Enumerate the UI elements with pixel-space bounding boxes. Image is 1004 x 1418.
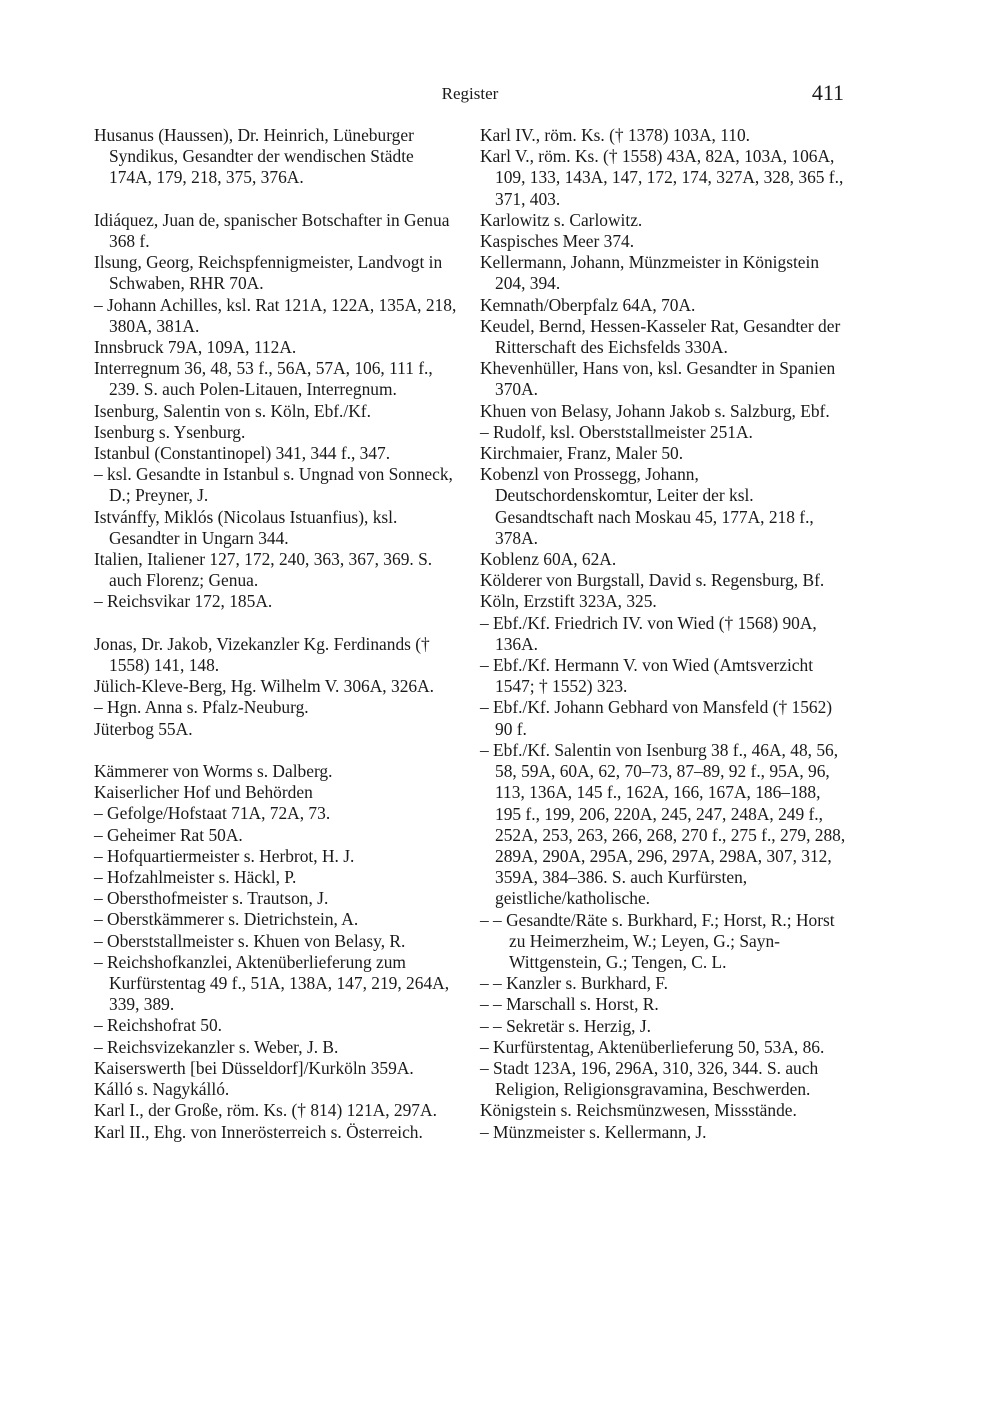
index-subentry: – Stadt 123A, 196, 296A, 310, 326, 344. S. auch Religion, Religionsgravamina, Beschwerden. <box>480 1057 819 1100</box>
index-subentry: – Oberststallmeister s. Khuen von Belasy, R. <box>94 930 406 951</box>
index-subentry: – Ebf./Kf. Johann Gebhard von Mansfeld († 1562) 90 f. <box>480 697 833 739</box>
index-entry: Istanbul (Constantinopel) 341, 344 f., 347. <box>94 443 391 464</box>
index-entry: Kölderer von Burgstall, David s. Regensburg, Bf. <box>480 570 825 591</box>
index-subentry: – Reichsvikar 172, 185A. <box>94 591 273 612</box>
entry-gap <box>94 613 458 634</box>
entry-gap <box>94 740 458 761</box>
index-entry: Ilsung, Georg, Reichspfennigmeister, Landvogt in Schwaben, RHR 70A. <box>94 252 443 294</box>
index-subentry: – – Kanzler s. Burkhard, F. <box>480 973 668 994</box>
index-entry: Kirchmaier, Franz, Maler 50. <box>480 443 684 464</box>
index-entry: Isenburg s. Ysenburg. <box>94 421 246 442</box>
index-entry: Kálló s. Nagykálló. <box>94 1079 230 1100</box>
index-subentry: – Ebf./Kf. Salentin von Isenburg 38 f., 46A, 48, 56, 58, 59A, 60A, 62, 70–73, 87–89, 92 f., 95A, 96, 113, 136A, 145 f., 162A, 166, 167A, 186–188, 195 f., 199, 206, 220A, 245, 247, 248A, 249 f., 252A, 253, 263, 266, 268, 270 f., 275 f., 279, 288, 289A, 290A, 295A, 296, 297A, 298A, 307, 312, 359A, 384–386. S. auch Kurfürsten, geistliche/katholische. <box>480 739 846 909</box>
index-entry: Keudel, Bernd, Hessen-Kasseler Rat, Gesandter der Ritterschaft des Eichsfelds 330A. <box>480 315 841 358</box>
index-subentry: – – Sekretär s. Herzig, J. <box>480 1015 651 1036</box>
index-subentry: – Rudolf, ksl. Oberststallmeister 251A. <box>480 421 753 442</box>
index-entry: Kellermann, Johann, Münzmeister in Königstein 204, 394. <box>480 252 820 294</box>
running-title: Register <box>441 84 499 103</box>
index-subentry: – Hofquartiermeister s. Herbrot, H. J. <box>94 845 355 866</box>
index-entry: Köln, Erzstift 323A, 325. <box>480 591 657 612</box>
index-entry: Karl V., röm. Ks. († 1558) 43A, 82A, 103A, 106A, 109, 133, 143A, 147, 172, 174, 327A, 328, 365 f., 371, 403. <box>480 146 844 209</box>
index-subentry: – Hgn. Anna s. Pfalz-Neuburg. <box>94 697 309 718</box>
index-subentry: – Reichshofkanzlei, Aktenüberlieferung zum Kurfürstentag 49 f., 51A, 138A, 147, 219, 264A, 339, 389. <box>94 951 450 1015</box>
index-entry: Istvánffy, Miklós (Nicolaus Istuanfius), ksl. Gesandter in Ungarn 344. <box>94 506 398 548</box>
page-number: 411 <box>811 80 844 105</box>
index-subentry: – Ebf./Kf. Friedrich IV. von Wied († 1568) 90A, 136A. <box>480 612 817 654</box>
index-entry: Kaiserlicher Hof und Behörden <box>94 782 313 803</box>
index-entry: Kaiserswerth [bei Düsseldorf]/Kurköln 359A. <box>94 1057 414 1078</box>
index-subentry: – Reichsvizekanzler s. Weber, J. B. <box>94 1036 339 1057</box>
index-entry: Kemnath/Oberpfalz 64A, 70A. <box>480 294 696 315</box>
index-subentry: – Geheimer Rat 50A. <box>94 824 243 845</box>
index-entry: Khevenhüller, Hans von, ksl. Gesandter in Spanien 370A. <box>480 358 836 400</box>
index-entry: Innsbruck 79A, 109A, 112A. <box>94 337 297 358</box>
index-entry: Idiáquez, Juan de, spanischer Botschafter in Genua 368 f. <box>94 209 450 251</box>
index-entry: Karl II., Ehg. von Innerösterreich s. Österreich. <box>94 1121 423 1142</box>
index-subentry: – Johann Achilles, ksl. Rat 121A, 122A, 135A, 218, 380A, 381A. <box>94 294 457 336</box>
index-subentry: – – Gesandte/Räte s. Burkhard, F.; Horst, R.; Horst zu Heimerzheim, W.; Leyen, G.; Sayn-Wittgenstein, G.; Tengen, C. L. <box>480 909 835 972</box>
index-entry: Jonas, Dr. Jakob, Vizekanzler Kg. Ferdinands († 1558) 141, 148. <box>94 633 430 676</box>
index-subentry: – Oberstkämmerer s. Dietrichstein, A. <box>94 909 359 930</box>
index-entry: Husanus (Haussen), Dr. Heinrich, Lüneburger Syndikus, Gesandter der wendischen Städte 174A, 179, 218, 375, 376A. <box>94 125 414 188</box>
index-entry: Jüterbog 55A. <box>94 718 193 739</box>
index-column-left <box>94 125 458 1143</box>
index-subentry: – Gefolge/Hofstaat 71A, 72A, 73. <box>94 803 331 824</box>
entry-gap <box>94 189 458 210</box>
index-entry: Königstein s. Reichsmünzwesen, Missstände. <box>480 1100 797 1121</box>
index-entry: Khuen von Belasy, Johann Jakob s. Salzburg, Ebf. <box>480 400 830 421</box>
index-entry: Kämmerer von Worms s. Dalberg. <box>94 761 333 782</box>
index-entry: Isenburg, Salentin von s. Köln, Ebf./Kf. <box>94 400 371 421</box>
index-entry: Kaspisches Meer 374. <box>480 231 635 252</box>
index-entry: Kobenzl von Prossegg, Johann, Deutschordenskomtur, Leiter der ksl. Gesandtschaft nach Moskau 45, 177A, 218 f., 378A. <box>480 464 814 548</box>
index-subentry: – ksl. Gesandte in Istanbul s. Ungnad von Sonneck, D.; Preyner, J. <box>94 464 453 506</box>
index-entry: Karl IV., röm. Ks. († 1378) 103A, 110. <box>480 125 751 145</box>
index-subentry: – Münzmeister s. Kellermann, J. <box>480 1121 707 1142</box>
index-entry: Interregnum 36, 48, 53 f., 56A, 57A, 106, 111 f., 239. S. auch Polen-Litauen, Interregnum. <box>94 358 433 400</box>
index-entry: Karl I., der Große, röm. Ks. († 814) 121A, 297A. <box>94 1100 437 1121</box>
index-entry: Koblenz 60A, 62A. <box>480 549 617 570</box>
index-column-right <box>480 125 846 1143</box>
index-subentry: – Kurfürstentag, Aktenüberlieferung 50, 53A, 86. <box>480 1036 825 1057</box>
index-subentry: – Ebf./Kf. Hermann V. von Wied (Amtsverzicht 1547; † 1552) 323. <box>480 655 814 697</box>
index-subentry: – Hofzahlmeister s. Häckl, P. <box>94 867 297 888</box>
index-subentry: – Reichshofrat 50. <box>94 1015 222 1036</box>
running-head <box>0 82 1004 106</box>
index-entry: Italien, Italiener 127, 172, 240, 363, 367, 369. S. auch Florenz; Genua. <box>94 549 433 591</box>
index-entry: Karlowitz s. Carlowitz. <box>480 209 643 230</box>
index-subentry: – – Marschall s. Horst, R. <box>480 994 659 1015</box>
index-subentry: – Obersthofmeister s. Trautson, J. <box>94 888 329 909</box>
index-entry: Jülich-Kleve-Berg, Hg. Wilhelm V. 306A, 326A. <box>94 676 434 697</box>
